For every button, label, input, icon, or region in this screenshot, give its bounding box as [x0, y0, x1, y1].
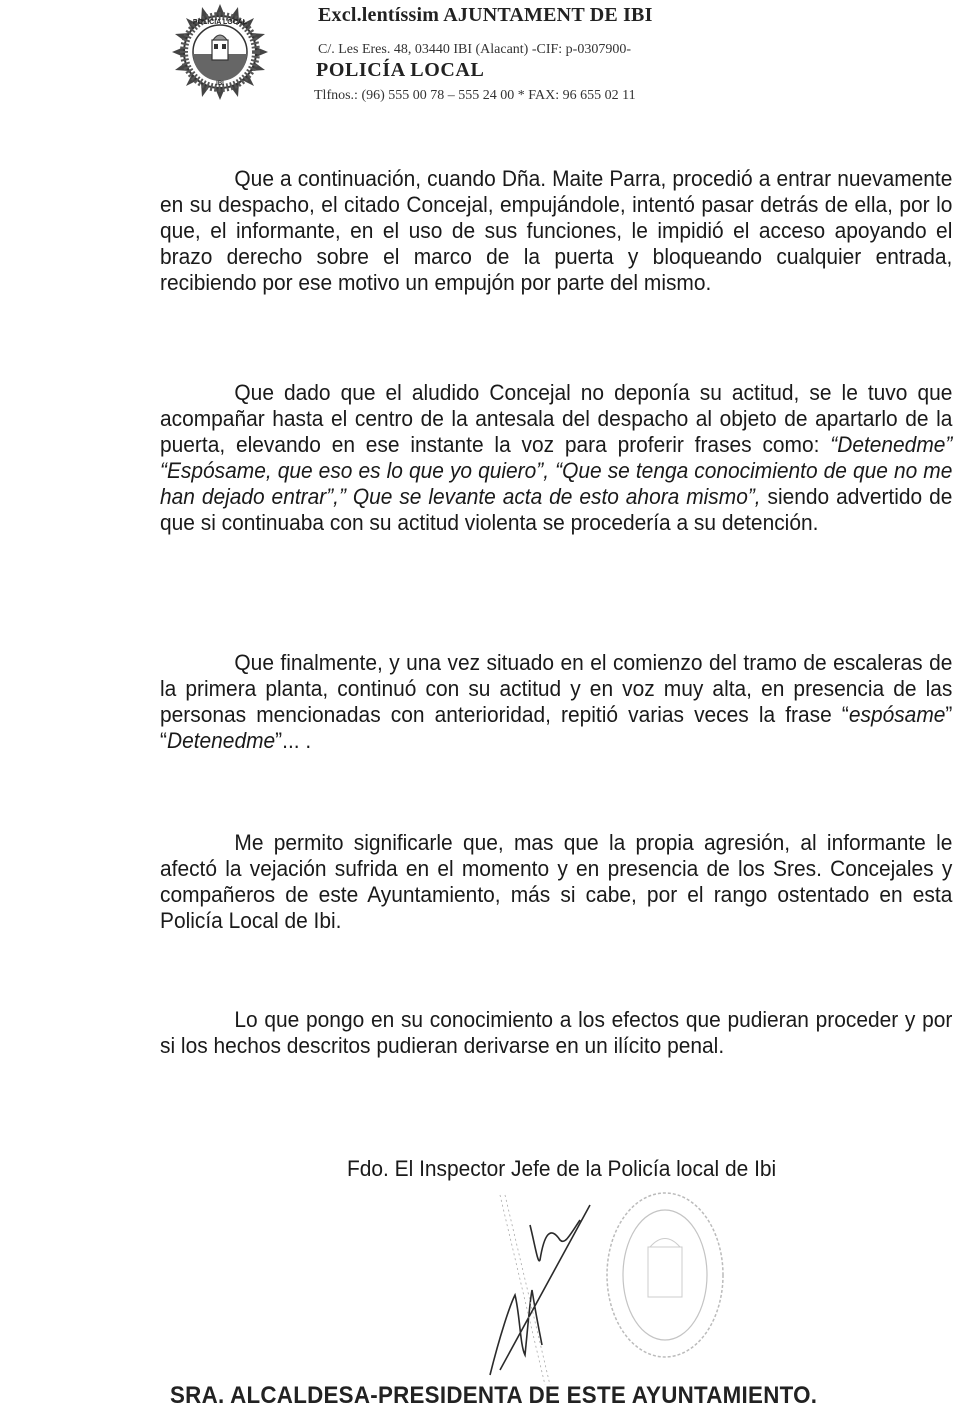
handwritten-signature-icon [470, 1185, 620, 1385]
quoted-phrase-2: Detenedme [166, 728, 276, 753]
paragraph-text-before: Que finalmente, y una vez situado en el comienzo del tramo de escaleras de la primera planta, continuó con su actitud y en voz muy alta, en presencia de las personas mencionadas con anterioridad, repitió varias veces la frase “ [160, 650, 953, 727]
letterhead [0, 0, 960, 110]
paragraph-text: Lo que pongo en su conocimiento a los efectos que pudieran proceder y por si los hechos descritos pudieran derivarse en un ilícito penal. [160, 1007, 953, 1058]
quoted-phrases: “Detenedme” “Espósame, que eso es lo que yo quiero”, “Que se tenga conocimiento de que no me han dejado entrar”,” Que se levante acta de esto ahora mismo”, [160, 432, 953, 509]
paragraph-5 [160, 1007, 952, 1059]
paragraph-text: Me permito significarle que, mas que la propia agresión, al informante le afectó la vejación sufrida en el momento y en presencia de los Sres. Concejales y compañeros de este Ayuntamiento, más si cabe, por el rango ostentado en esta Policía Local de Ibi. [160, 830, 953, 933]
paragraph-text [160, 650, 952, 754]
quoted-phrase-1: espósame [848, 702, 946, 727]
paragraph-text-before: Que dado que el aludido Concejal no deponía su actitud, se le tuvo que acompañar hasta el centro de la antesala del despacho al objeto de apartarlo de la puerta, elevando en ese instante la voz para proferir frases como: [160, 380, 953, 457]
paragraph-3 [160, 650, 952, 754]
paragraph-1 [160, 166, 952, 296]
official-stamp-icon [600, 1185, 730, 1365]
contact-phones: Tlfnos.: (96) 555 00 78 – 555 24 00 * FAX: 96 655 02 11 [314, 88, 636, 103]
svg-text:IBI: IBI [216, 81, 224, 87]
recipient-line: SRA. ALCALDESA-PRESIDENTA DE ESTE AYUNTAMIENTO. [170, 1382, 818, 1409]
paragraph-text-after: siendo advertido de que si continuaba con su actitud violenta se procedería a su detención. [160, 484, 953, 535]
police-emblem-icon [170, 2, 270, 102]
institution-name: Excl.lentíssim AJUNTAMENT DE IBI [318, 4, 653, 26]
department-name: POLICÍA LOCAL [316, 59, 485, 81]
paragraph-text-mid: ” “ [160, 702, 953, 753]
signature-caption: Fdo. El Inspector Jefe de la Policía local de Ibi [347, 1156, 777, 1181]
paragraph-4 [160, 830, 952, 934]
paragraph-text-after: ”... . [275, 728, 312, 753]
paragraph-text: Que a continuación, cuando Dña. Maite Parra, procedió a entrar nuevamente en su despacho, el citado Concejal, empujándole, intentó pasar detrás de ella, por lo que, el informante, en el uso de sus funciones, le impidió el acceso apoyando el brazo derecho sobre el marco de la puerta y bloqueando cualquier entrada, recibiendo por ese motivo un empujón por parte del mismo. [160, 166, 953, 295]
paragraph-text [160, 380, 952, 536]
paragraph-2 [160, 380, 952, 536]
svg-text:POLICIA LOCAL: POLICIA LOCAL [192, 19, 248, 26]
institution-address: C/. Les Eres. 48, 03440 IBI (Alacant) -CIF: p-0307900- [318, 42, 631, 57]
